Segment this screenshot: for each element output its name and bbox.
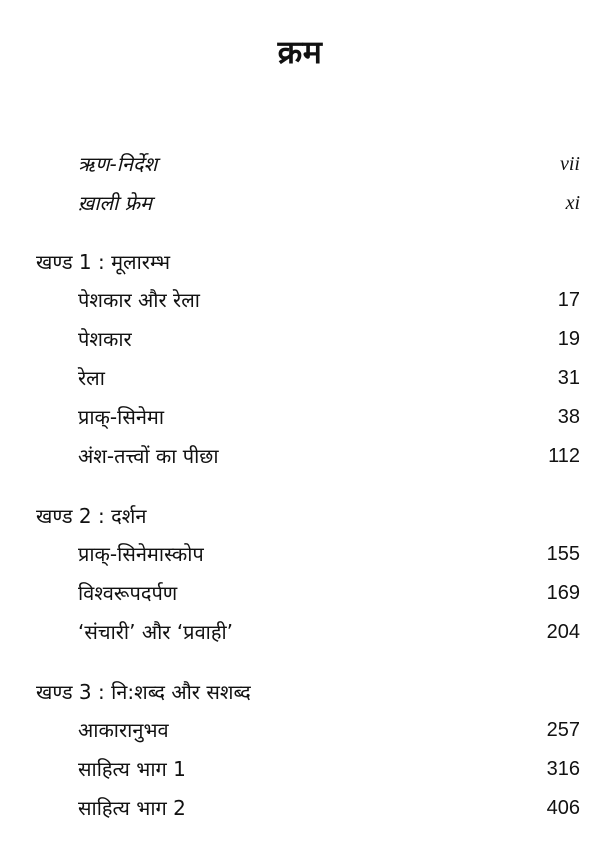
- entry-page-number: xi: [565, 192, 580, 214]
- toc-entry: [78, 440, 580, 472]
- entry-page-number: 19: [557, 328, 580, 350]
- entry-page-number: 204: [546, 621, 580, 643]
- toc-entry: [78, 187, 580, 219]
- toc-entry: [78, 323, 580, 355]
- toc-entry: [78, 577, 580, 609]
- toc-entry: [78, 616, 580, 648]
- entry-page-number: 31: [557, 367, 580, 389]
- entry-label: ख़ाली फ्रेम: [78, 191, 153, 215]
- toc-entry: [78, 753, 580, 785]
- entry-page-number: 406: [546, 797, 580, 819]
- page-title: क्रम: [277, 33, 323, 71]
- entry-label: ‘संचारी’ और ‘प्रवाही’: [78, 620, 234, 644]
- entry-page-number: 112: [548, 445, 580, 467]
- entry-page-number: 155: [546, 543, 580, 565]
- entry-page-number: vii: [560, 153, 580, 175]
- entry-label: आकारानुभव: [78, 718, 169, 742]
- section-heading: खण्ड 3 : नि:शब्द और सशब्द: [36, 680, 251, 704]
- entry-label: प्राक्-सिनेमास्कोप: [78, 542, 204, 566]
- toc-entry: [78, 792, 580, 824]
- toc-entry: [78, 714, 580, 746]
- section-heading: खण्ड 2 : दर्शन: [36, 504, 147, 528]
- entry-page-number: 169: [546, 582, 580, 604]
- entry-label: साहित्य भाग 2: [78, 796, 186, 820]
- entry-label: अंश-तत्त्वों का पीछा: [78, 444, 219, 468]
- entry-label: रेला: [78, 366, 105, 390]
- toc-entry: [78, 148, 580, 180]
- entry-label: ऋण-निर्देश: [78, 152, 158, 176]
- entry-page-number: 257: [546, 719, 580, 741]
- section-heading: खण्ड 1 : मूलारम्भ: [36, 250, 171, 274]
- entry-page-number: 17: [557, 289, 580, 311]
- entry-label: विश्वरूपदर्पण: [78, 581, 178, 605]
- entry-page-number: 38: [557, 406, 580, 428]
- entry-page-number: 316: [546, 758, 580, 780]
- entry-label: पेशकार और रेला: [78, 288, 200, 312]
- toc-entry: [78, 538, 580, 570]
- entry-label: साहित्य भाग 1: [78, 757, 186, 781]
- toc-entry: [78, 401, 580, 433]
- toc-entry: [78, 284, 580, 316]
- entry-label: पेशकार: [78, 327, 132, 351]
- toc-entry: [78, 362, 580, 394]
- entry-label: प्राक्-सिनेमा: [78, 405, 165, 429]
